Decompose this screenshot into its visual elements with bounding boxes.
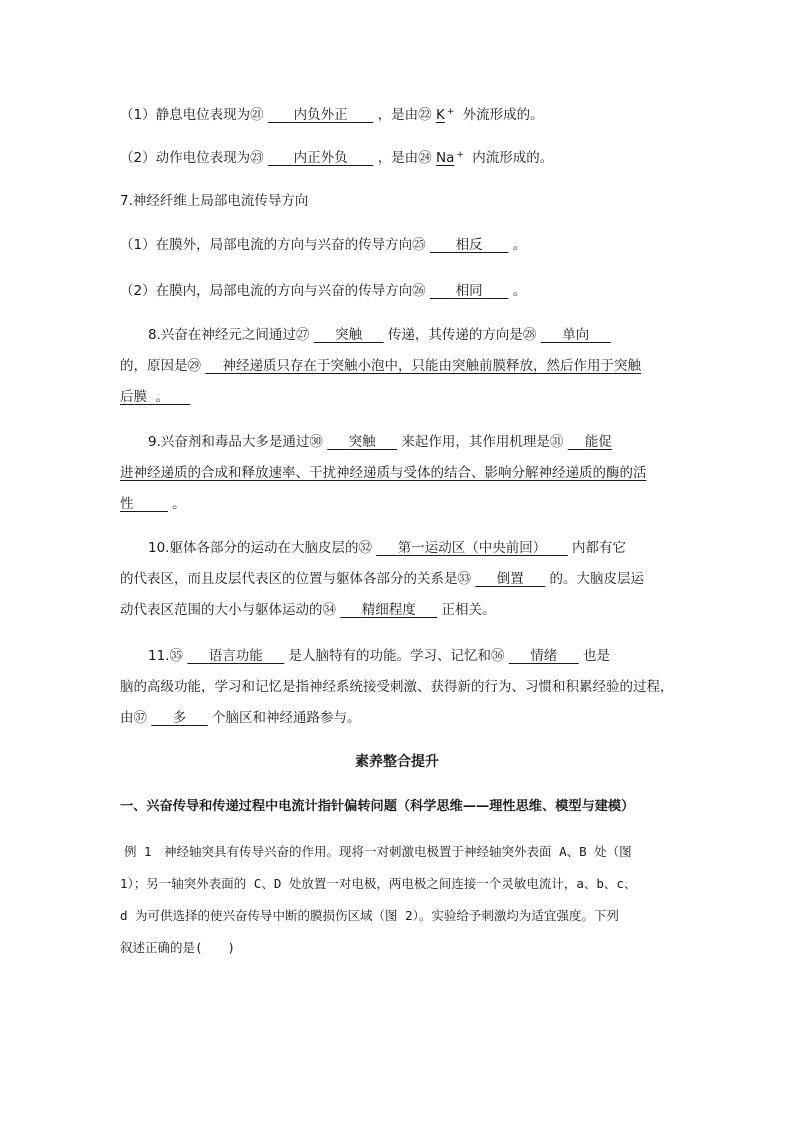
example-line-4: 叙述正确的是( ) — [120, 940, 236, 955]
answer-34: 精细程度 — [361, 602, 416, 618]
item-10-line-2 — [120, 569, 644, 589]
s11-l3-suffix: 个脑区和神经通路参与。 — [212, 710, 361, 726]
answer-22: K — [435, 107, 445, 123]
answer-28: 单向 — [562, 327, 590, 343]
answer-22-sup: + — [446, 107, 455, 117]
q1-prefix: （1）静息电位表现为㉑ — [120, 107, 264, 123]
item-10-line-1 — [148, 538, 626, 558]
answer-24-sup: + — [456, 150, 464, 160]
item-8-line-2 — [120, 356, 641, 376]
example-line-2: 1）；另一轴突外表面的 C、D 处放置一对电极，两电极之间连接一个灵敏电流计，a、b、c、 — [120, 876, 637, 891]
q1-mid: ，是由㉒ — [377, 107, 432, 123]
example-line-3: d 为可供选择的使兴奋传导中断的膜损伤区域（图 2）。实验给予刺激均为适宜强度。下列 — [120, 908, 619, 923]
s10-l3-suffix: 正相关。 — [441, 602, 496, 618]
s11-l1-prefix: 11.㉟ — [148, 648, 183, 664]
answer-31-part1: 能促 — [584, 434, 612, 450]
answer-31-part2: 进神经递质的合成和释放速率、干扰神经递质与受体的结合、影响分解神经递质的酶的活 — [120, 465, 647, 481]
s8-l2-prefix: 的，原因是㉙ — [120, 358, 201, 374]
answer-33: 倒置 — [496, 571, 524, 587]
answer-36: 情绪 — [530, 648, 558, 664]
item-9-line-2 — [120, 463, 647, 483]
q2-suffix: 内流形成的。 — [472, 150, 554, 166]
s11-l1-suffix: 也是 — [583, 648, 611, 664]
item-11-line-1 — [148, 646, 610, 666]
s9-l1-prefix: 9.兴奋剂和毒品大多是通过㉚ — [148, 434, 323, 450]
s10-l1-prefix: 10.躯体各部分的运动在大脑皮层的㉜ — [148, 540, 372, 556]
answer-25: 相反 — [455, 237, 483, 253]
s10-l2-prefix: 的代表区，而且皮层代表区的位置与躯体各部分的关系是㉝ — [120, 571, 471, 587]
item-8-line-3 — [120, 387, 191, 407]
q2-mid: ，是由㉔ — [377, 150, 432, 166]
q2-prefix: （2）动作电位表现为㉓ — [120, 150, 264, 166]
answer-29-part1: 神经递质只存在于突触小泡中，只能由突触前膜释放，然后作用于突触 — [222, 358, 641, 374]
answer-30: 突触 — [348, 434, 376, 450]
item-7-2 — [120, 281, 526, 301]
answer-32: 第一运动区（中央前回） — [397, 540, 547, 556]
s10-l1-suffix: 内都有它 — [572, 540, 627, 556]
s11-l1-mid: 是人脑特有的功能。学习、记忆和㊱ — [288, 648, 505, 664]
s8-l1-prefix: 8.兴奋在神经元之间通过㉗ — [148, 327, 310, 343]
item-resting-potential — [120, 102, 544, 125]
s11-l3-prefix: 由㊲ — [120, 710, 147, 726]
s9-end: 。 — [172, 496, 186, 512]
s7a-suffix: 。 — [512, 237, 527, 253]
section-title: 素养整合提升 — [355, 754, 439, 770]
answer-23: 内正外负 — [293, 150, 348, 166]
s10-l3-prefix: 动代表区范围的大小与躯体运动的㉞ — [120, 602, 336, 618]
answer-35: 语言功能 — [208, 648, 263, 664]
answer-31-part3: 性 — [120, 496, 134, 512]
item-11-line-3 — [120, 708, 361, 728]
s7b-suffix: 。 — [512, 283, 527, 299]
s7b-prefix: （2）在膜内，局部电流的方向与兴奋的传导方向㉖ — [120, 283, 426, 299]
item-9-line-1 — [148, 432, 612, 452]
item-11-line-2: 脑的高级功能，学习和记忆是指神经系统接受刺激、获得新的行为、习惯和积累经验的过程， — [120, 679, 674, 695]
item-7-1 — [120, 235, 526, 255]
answer-37: 多 — [172, 710, 187, 726]
s9-l1-mid: 来起作用，其作用机理是㉛ — [401, 434, 564, 450]
item-10-line-3 — [120, 600, 496, 620]
answer-21: 内负外正 — [293, 107, 348, 123]
example-line-1: 例 1 神经轴突具有传导兴奋的作用。现将一对刺激电极置于神经轴突外表面 A、B 处（图 — [124, 844, 632, 859]
answer-24: Na — [435, 150, 455, 166]
subheading: 一、兴奋传导和传递过程中电流计指针偏转问题（科学思维——理性思维、模型与建模） — [120, 799, 635, 814]
q1-suffix: 外流形成的。 — [462, 107, 544, 123]
item-8-line-1 — [148, 325, 611, 345]
item-9-line-3 — [120, 494, 186, 514]
s7a-prefix: （1）在膜外，局部电流的方向与兴奋的传导方向㉕ — [120, 237, 426, 253]
section-7-heading: 7.神经纤维上局部电流传导方向 — [120, 193, 309, 209]
answer-27: 突触 — [335, 327, 363, 343]
item-action-potential — [120, 145, 553, 168]
answer-26: 相同 — [455, 283, 483, 299]
s8-l1-mid: 传递，其传递的方向是㉘ — [387, 327, 537, 343]
answer-29-part2: 后膜 。 — [120, 389, 170, 405]
s10-l2-suffix: 的。大脑皮层运 — [549, 571, 645, 587]
